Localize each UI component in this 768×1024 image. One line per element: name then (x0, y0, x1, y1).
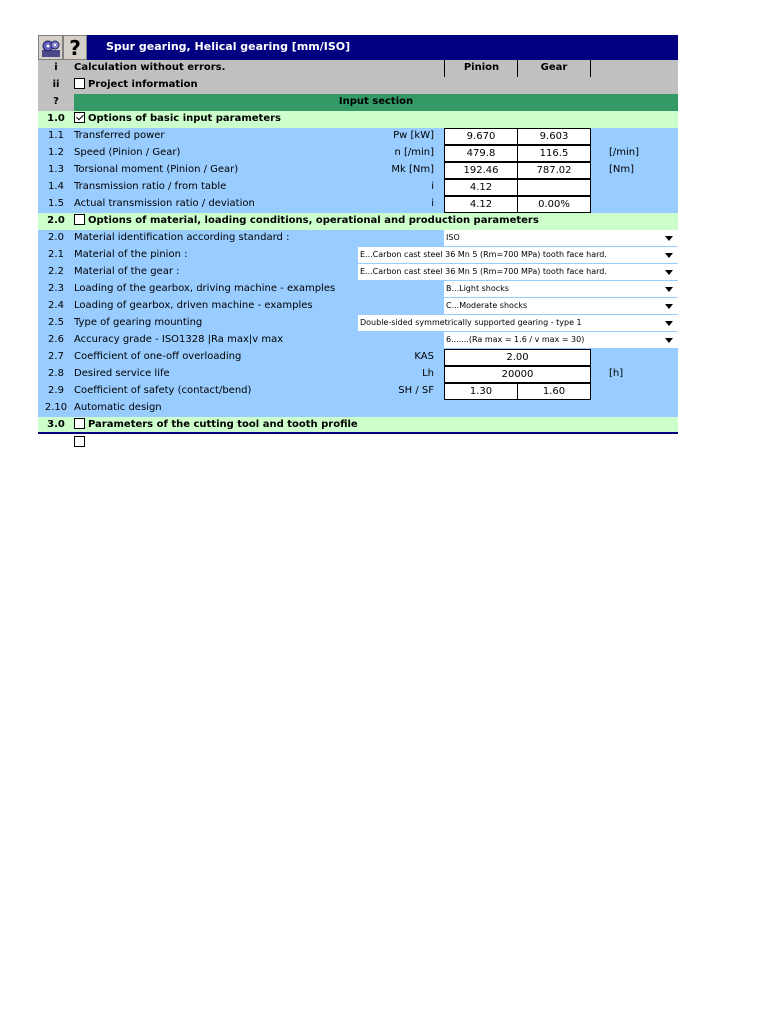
dropdown-arrow-icon[interactable] (660, 264, 678, 280)
param-symbol: Pw [kW] (393, 130, 434, 141)
column-header-pinion: Pinion (444, 60, 518, 77)
ratio-table-field[interactable] (517, 179, 591, 196)
param-unit: [h] (609, 368, 624, 379)
row-number: 2.4 (48, 300, 64, 311)
row-number: 2.8 (48, 368, 64, 379)
section-number: 1.0 (47, 113, 65, 124)
dropdown-arrow-icon[interactable] (660, 332, 678, 348)
safety-contact-field[interactable]: 1.30 (444, 383, 518, 400)
param-label: Transferred power (74, 130, 165, 141)
param-label: Actual transmission ratio / deviation (74, 198, 255, 209)
row-number: 2.3 (48, 283, 64, 294)
param-label: Coefficient of safety (contact/bend) (74, 385, 252, 396)
status-message: Calculation without errors. (74, 62, 226, 73)
param-label: Material of the pinion : (74, 249, 188, 260)
section-2-label: Options of material, loading conditions, operational and production parameters (88, 215, 539, 226)
param-row-ratio (38, 179, 678, 196)
row-number: 2.9 (48, 385, 64, 396)
mounting-type-row (38, 315, 678, 332)
row-number: 2.5 (48, 317, 64, 328)
driving-load-select[interactable]: B...Light shocks (444, 281, 660, 297)
trailing-row (38, 434, 678, 452)
actual-ratio-field: 4.12 (444, 196, 518, 213)
param-row-speed (38, 145, 678, 162)
title-bar (38, 35, 678, 60)
dropdown-arrow-icon[interactable] (660, 315, 678, 331)
pinion-torque-field: 192.46 (444, 162, 518, 179)
driven-load-select[interactable]: C...Moderate shocks (444, 298, 660, 314)
project-info-checkbox[interactable] (74, 78, 85, 89)
row-number: ? (53, 96, 59, 107)
param-unit: [Nm] (609, 164, 635, 175)
param-label: Type of gearing mounting (74, 317, 203, 328)
material-standard-row (38, 230, 678, 247)
pinion-material-select[interactable]: E...Carbon cast steel 36 Mn 5 (Rm=700 MPa) tooth face hard. (358, 247, 660, 263)
gear-torque-field: 787.02 (517, 162, 591, 179)
row-number: 2.7 (48, 351, 64, 362)
ratio-field[interactable]: 4.12 (444, 179, 518, 196)
safety-coefficient-row (38, 383, 678, 400)
accuracy-grade-select[interactable]: 6.......(Ra max = 1.6 / v max = 30) (444, 332, 660, 348)
row-number: 1.3 (48, 164, 64, 175)
param-row-power (38, 128, 678, 145)
param-row-torque (38, 162, 678, 179)
gear-speed-field: 116.5 (517, 145, 591, 162)
row-number: 2.0 (48, 232, 64, 243)
dropdown-arrow-icon[interactable] (660, 247, 678, 263)
window-title: Spur gearing, Helical gearing [mm/ISO] (106, 40, 351, 53)
param-label: Torsional moment (Pinion / Gear) (74, 164, 239, 175)
section-3-label: Parameters of the cutting tool and tooth profile (88, 419, 358, 430)
param-label: Loading of the gearbox, driving machine - examples (74, 283, 336, 294)
material-standard-select[interactable]: ISO (444, 230, 660, 246)
overloading-row (38, 349, 678, 366)
dropdown-arrow-icon[interactable] (660, 298, 678, 314)
param-symbol: Lh (422, 368, 434, 379)
row-number: ii (52, 79, 60, 90)
project-info-row (38, 77, 678, 94)
service-life-row (38, 366, 678, 383)
row-number: 1.4 (48, 181, 64, 192)
status-row (38, 60, 678, 77)
app-logo-button[interactable] (38, 35, 63, 60)
section-3-header (38, 417, 678, 434)
row-number: 1.1 (48, 130, 64, 141)
param-label: Material identification according standard : (74, 232, 290, 243)
automatic-design-row (38, 400, 678, 417)
row-number: 2.1 (48, 249, 64, 260)
dropdown-arrow-icon[interactable] (660, 230, 678, 246)
section-number: 2.0 (47, 215, 65, 226)
row-number: 2.6 (48, 334, 64, 345)
column-header-gear: Gear (517, 60, 591, 77)
section-1-label: Options of basic input parameters (88, 113, 282, 124)
dropdown-arrow-icon[interactable] (660, 281, 678, 297)
row-number: 2.2 (48, 266, 64, 277)
section-number: 3.0 (47, 419, 65, 430)
param-label: Loading of gearbox, driven machine - examples (74, 300, 313, 311)
param-label: Desired service life (74, 368, 170, 379)
driving-load-row (38, 281, 678, 298)
param-symbol: i (431, 198, 434, 209)
param-row-actual-ratio (38, 196, 678, 213)
safety-bend-field[interactable]: 1.60 (517, 383, 591, 400)
param-symbol: n [/min] (394, 147, 434, 158)
gear-logo-icon (41, 38, 61, 58)
service-life-field[interactable]: 20000 (444, 366, 591, 383)
pinion-speed-field[interactable]: 479.8 (444, 145, 518, 162)
row-number: 1.2 (48, 147, 64, 158)
automatic-design-label[interactable]: Automatic design (74, 402, 162, 413)
row-number: 1.5 (48, 198, 64, 209)
project-info-label: Project information (88, 79, 198, 90)
gear-material-select[interactable]: E...Carbon cast steel 36 Mn 5 (Rm=700 MPa) tooth face hard. (358, 264, 660, 280)
help-button[interactable]: ? (63, 35, 87, 60)
input-section-title: Input section (74, 94, 678, 111)
driven-load-row (38, 298, 678, 315)
param-label: Accuracy grade - ISO1328 |Ra max|v max (74, 334, 284, 345)
gear-power-field: 9.603 (517, 128, 591, 145)
section-2-header (38, 213, 678, 230)
section-3-checkbox[interactable] (74, 418, 85, 429)
param-symbol: KAS (414, 351, 434, 362)
param-label: Speed (Pinion / Gear) (74, 147, 181, 158)
param-unit: [/min] (609, 147, 640, 158)
row-number: i (54, 62, 58, 73)
mounting-type-select[interactable]: Double-sided symmetrically supported gearing - type 1 (358, 315, 660, 331)
section-1-header (38, 111, 678, 128)
gear-material-row (38, 264, 678, 281)
row-number: 2.10 (44, 402, 68, 413)
param-symbol: i (431, 181, 434, 192)
section-1-body (38, 128, 678, 213)
accuracy-grade-row (38, 332, 678, 349)
trailing-checkbox[interactable] (74, 436, 85, 447)
input-section-row (38, 94, 678, 111)
param-label: Material of the gear : (74, 266, 180, 277)
ratio-deviation-field: 0.00% (517, 196, 591, 213)
spreadsheet (38, 35, 678, 452)
param-label: Transmission ratio / from table (74, 181, 227, 192)
section-2-checkbox[interactable] (74, 214, 85, 225)
overloading-field[interactable]: 2.00 (444, 349, 591, 366)
pinion-material-row (38, 247, 678, 264)
pinion-power-field[interactable]: 9.670 (444, 128, 518, 145)
section-2-body (38, 230, 678, 417)
param-symbol: SH / SF (398, 385, 434, 396)
param-label: Coefficient of one-off overloading (74, 351, 242, 362)
param-symbol: Mk [Nm] (391, 164, 434, 175)
section-1-checkbox[interactable] (74, 112, 85, 123)
